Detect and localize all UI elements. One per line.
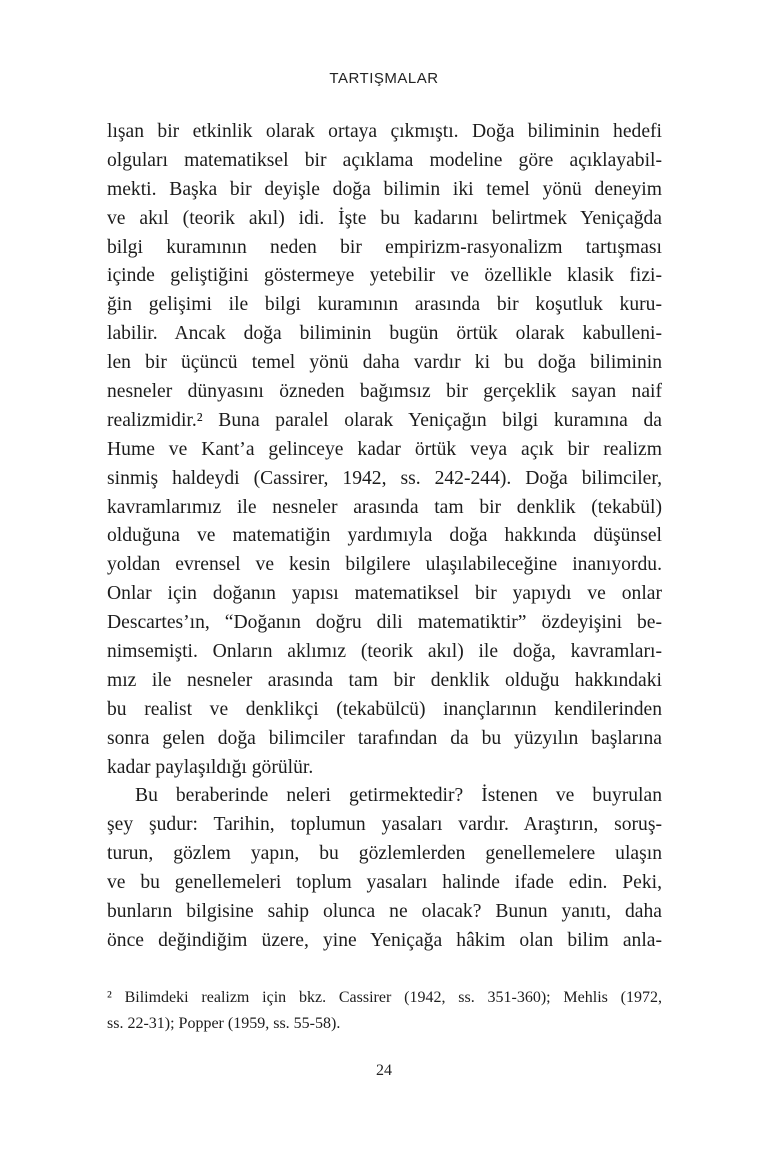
text-line: içinde geliştiğini göstermeye yetebilir ve özellikle klasik fizi- xyxy=(107,265,662,287)
text-line: Hume ve Kant’a gelinceye kadar örtük veya açık bir realizm xyxy=(107,438,662,460)
text-line: turun, gözlem yapın, bu gözlemlerden genellemelere ulaşın xyxy=(107,843,662,865)
text-line: sinmiş haldeydi (Cassirer, 1942, ss. 242-244). Doğa bilimciler, xyxy=(107,467,662,489)
text-line: ve bu genellemeleri toplum yasaları halinde ifade edin. Peki, xyxy=(107,872,662,894)
text-line: olduğuna ve matematiğin yardımıyla doğa hakkında düşünsel xyxy=(107,525,662,547)
footnote-line: ss. 22-31); Popper (1959, ss. 55-58). xyxy=(107,1015,341,1032)
page-number: 24 xyxy=(376,1062,392,1079)
footnotes xyxy=(107,985,662,1037)
text-line: Descartes’ın, “Doğanın doğru dili matematiktir” özdeyişini be- xyxy=(107,612,662,634)
text-line: olguları matematiksel bir açıklama modeline göre açıklayabil- xyxy=(107,149,662,171)
paragraph-first-line: Bu beraberinde neleri getirmektedir? İstenen ve buyrulan xyxy=(135,785,662,807)
paragraph-last-line: kadar paylaşıldığı görülür. xyxy=(107,756,314,778)
text-line: ğin gelişimi ile bilgi kuramının arasında bir koşutluk kuru- xyxy=(107,294,662,316)
running-head: TARTIŞMALAR xyxy=(329,70,439,87)
text-line: bunların bilgisine sahip olunca ne olacak? Bunun yanıtı, daha xyxy=(107,901,662,923)
text-line: nesneler dünyasını özneden bağımsız bir gerçeklik sayan naif xyxy=(107,381,662,403)
text-line: önce değindiğim üzere, yine Yeniçağa hâkim olan bilim anla- xyxy=(107,929,662,951)
text-line: Onlar için doğanın yapısı matematiksel bir yapıydı ve onlar xyxy=(107,583,662,605)
footnote-line: ² Bilimdeki realizm için bkz. Cassirer (1942, ss. 351-360); Mehlis (1972, xyxy=(107,989,662,1006)
text-line: len bir üçüncü temel yönü daha vardır ki bu doğa biliminin xyxy=(107,352,662,374)
text-line: realizmidir.² Buna paralel olarak Yeniçağın bilgi kuramına da xyxy=(107,409,662,431)
text-line: bilgi kuramının neden bir empirizm-rasyonalizm tartışması xyxy=(107,236,662,258)
body-text xyxy=(107,118,662,956)
text-line: yoldan evrensel ve kesin bilgilere ulaşılabileceğine inanıyordu. xyxy=(107,554,662,576)
text-line: sonra gelen doğa bilimciler tarafından da bu yüzyılın başlarına xyxy=(107,727,662,749)
text-line: kavramlarımız ile nesneler arasında tam bir denklik (tekabül) xyxy=(107,496,662,518)
text-line: ve akıl (teorik akıl) idi. İşte bu kadarını belirtmek Yeniçağda xyxy=(107,207,662,229)
text-line: labilir. Ancak doğa biliminin bugün örtük olarak kabulleni- xyxy=(107,323,662,345)
text-line: şey şudur: Tarihin, toplumun yasaları vardır. Araştırın, soruş- xyxy=(107,814,662,836)
text-line: mekti. Başka bir deyişle doğa bilimin iki temel yönü deneyim xyxy=(107,178,662,200)
text-line: lışan bir etkinlik olarak ortaya çıkmıştı. Doğa biliminin hedefi xyxy=(107,121,662,142)
text-line: nimsemişti. Onların aklımız (teorik akıl) ile doğa, kavramları- xyxy=(107,641,662,663)
text-line: bu realist ve denklikçi (tekabülcü) inançlarının kendilerinden xyxy=(107,698,662,720)
text-line: mız ile nesneler arasında tam bir denklik olduğu hakkındaki xyxy=(107,669,662,691)
